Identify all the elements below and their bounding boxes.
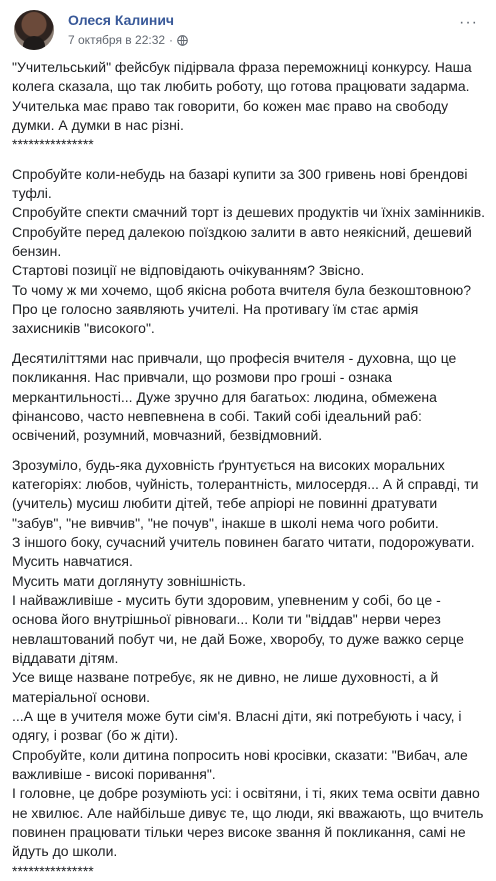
post-text-line: ...А ще в учителя може бути сім'я. Власні діти, які потребують і часу, і	[12, 708, 462, 724]
post-text-line: невлаштований побут чи, не дай Боже, хворобу, то дуже важко серце	[12, 630, 464, 647]
post-text-line: Мусить мати доглянуту зовнішність.	[12, 572, 246, 589]
post-meta	[68, 33, 188, 47]
post-text-line: І головне, це добре розуміють усі: і освітяни, і ті, яких тема освіти давно	[12, 785, 480, 802]
post-text-line: Стартові позиції не відповідають очікуванням? Звісно.	[12, 262, 365, 279]
post-text-line: "забув", "не вивчив", "не почув", інакше в школі нема чого робити.	[12, 514, 439, 531]
post-text-line: не хвилює. Але найбільше дивує те, що люди, які вважають, що вчитель	[12, 804, 484, 821]
post-timestamp[interactable]: 7 октября в 22:32	[68, 33, 166, 47]
post-text-line: "Учительський" фейсбук підірвала фраза переможниці конкурсу. Наша	[12, 59, 472, 75]
post-text-line: віддавати дітям.	[12, 649, 119, 666]
post-text-line: покликання. Нас привчали, що розмови про гроші - ознака	[12, 369, 393, 386]
post-text-line: фінансово, часто невпевнена в собі. Такий собі ідеальний раб:	[12, 407, 422, 424]
post-text-line: Про це голосно заявляють учителі. На противагу їм стає армія	[12, 301, 419, 318]
meta-separator: ·	[169, 33, 174, 47]
post-paragraph	[12, 58, 486, 155]
post-text-line: категоріях: любов, чуйність, толерантність, милосердя... А й справді, ти	[12, 475, 479, 492]
globe-icon[interactable]	[177, 35, 188, 46]
post-text-line: Спробуйте перед далекою поїздкою залити в авто неякісний, дешевий	[12, 223, 472, 240]
post-text-line: захисників "високого".	[12, 320, 155, 337]
more-options-icon[interactable]: ···	[459, 14, 478, 31]
post-text-line: бензин.	[12, 243, 62, 260]
post-text-line: Мусить навчатися.	[12, 553, 133, 570]
post-text-line: ***************	[12, 136, 94, 153]
post-text-line: думки. А думки в нас різні.	[12, 117, 184, 134]
post-text-line: І найважливіше - мусить бути здоровим, упевненим у собі, бо це -	[12, 591, 441, 608]
post-header	[12, 0, 486, 58]
post-text-line: основа його внутрішньої рівноваги... Коли ти "віддав" нерви через	[12, 611, 441, 628]
post-text-line: важливіше - високі поривання".	[12, 766, 216, 783]
post-text-line: туфлі.	[12, 185, 52, 202]
post-text-line: Десятиліттями нас привчали, що професія вчителя - духовна, що це	[12, 349, 457, 366]
post-text-line: Спробуйте спекти смачний торт із дешевих продуктів чи їхніх замінників.	[12, 204, 486, 221]
post-text-line: матеріальної основи.	[12, 688, 151, 705]
post-text-line: колега сказала, що так любить роботу, що готова працювати задарма.	[12, 78, 470, 95]
post-text-line: Учителька має право так говорити, бо кожен має право на свободу	[12, 97, 449, 114]
post-text-line: Зрозуміло, будь-яка духовність ґрунтується на високих моральних	[12, 456, 445, 473]
post-text-line: повинен працювати тільки через високе звання й покликання, самі не	[12, 824, 466, 841]
author-name[interactable]: Олеся Калинич	[68, 12, 175, 28]
post-text-line: освічений, розумний, мовчазний, безвідмовний.	[12, 427, 323, 444]
post-paragraph	[12, 456, 486, 881]
post-text-line: ***************	[12, 862, 94, 879]
author-avatar[interactable]	[14, 10, 54, 50]
post-paragraph	[12, 165, 486, 339]
post-paragraph	[12, 349, 486, 446]
post-text-line: Спробуйте, коли дитина попросить нові кросівки, сказати: "Вибач, але	[12, 746, 468, 763]
post-text-line: З іншого боку, сучасний учитель повинен багато читати, подорожувати.	[12, 533, 475, 550]
post-body	[12, 58, 486, 881]
post-text-line: одягу, і розваг (бо ж діти).	[12, 727, 179, 744]
post-text-line: йдуть до школи.	[12, 843, 118, 860]
post-text-line: меркантильності... Дуже зручно для багатьох: людина, обмежена	[12, 388, 437, 405]
post-text-line: Усе вище назване потребує, як не дивно, не лише духовності, а й	[12, 669, 439, 686]
post-text-line: (учитель) мусиш любити дітей, тебе апріорі не повинні дратувати	[12, 495, 438, 512]
post-text-line: Спробуйте коли-небудь на базарі купити за 300 гривень нові брендові	[12, 165, 468, 182]
post-text-line: То чому ж ми хочемо, щоб якісна робота вчителя була безкоштовною?	[12, 281, 472, 298]
